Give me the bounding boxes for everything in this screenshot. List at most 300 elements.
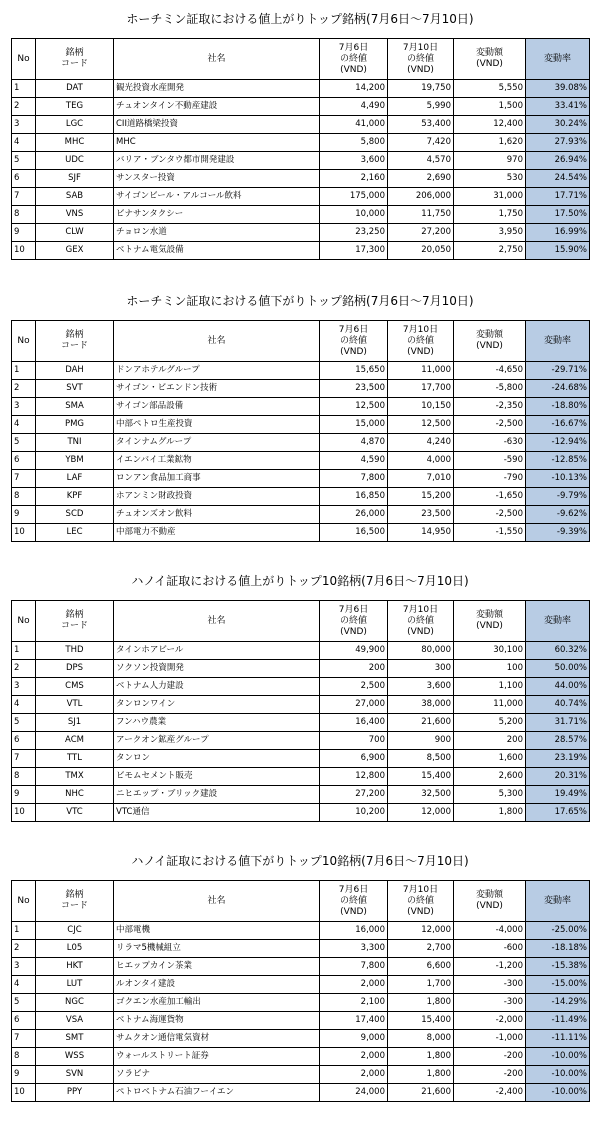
cell-open: 41,000 <box>320 116 388 134</box>
cell-no: 4 <box>12 416 36 434</box>
header-no-text: No <box>17 895 30 906</box>
cell-name: ベトナム電気設備 <box>114 242 320 260</box>
cell-close: 17,700 <box>388 380 454 398</box>
cell-open: 24,000 <box>320 1084 388 1102</box>
header-no <box>12 321 36 362</box>
cell-code: CJC <box>36 922 114 940</box>
cell-no: 10 <box>12 524 36 542</box>
cell-close: 6,600 <box>388 958 454 976</box>
header-company-name-text: 社名 <box>207 615 226 626</box>
header-code <box>36 881 114 922</box>
cell-open: 7,800 <box>320 958 388 976</box>
cell-pct: -12.94% <box>526 434 590 452</box>
cell-code: LGC <box>36 116 114 134</box>
cell-code: UDC <box>36 152 114 170</box>
cell-open: 2,000 <box>320 976 388 994</box>
table-row <box>12 732 590 750</box>
header-no <box>12 601 36 642</box>
header-row <box>12 601 590 642</box>
cell-code: THD <box>36 642 114 660</box>
cell-pct: 16.99% <box>526 224 590 242</box>
cell-no: 9 <box>12 506 36 524</box>
cell-pct: -10.13% <box>526 470 590 488</box>
header-open-price-text: 7月6日 <box>338 42 369 53</box>
cell-name: ウォールストリート証券 <box>114 1048 320 1066</box>
cell-no: 5 <box>12 994 36 1012</box>
header-change-rate-text: 変動率 <box>543 615 571 626</box>
header-open-price-text: 7月6日 <box>338 604 369 615</box>
table-row <box>12 470 590 488</box>
cell-open: 2,160 <box>320 170 388 188</box>
header-change-amount-text: 変動額 <box>475 610 503 620</box>
table-row <box>12 750 590 768</box>
cell-open: 2,100 <box>320 994 388 1012</box>
cell-close: 38,000 <box>388 696 454 714</box>
cell-pct: -15.00% <box>526 976 590 994</box>
cell-open: 9,000 <box>320 1030 388 1048</box>
cell-name: タインナムグループ <box>114 434 320 452</box>
cell-code: TMX <box>36 768 114 786</box>
cell-code: ACM <box>36 732 114 750</box>
cell-name: MHC <box>114 134 320 152</box>
header-change-rate-text: 変動率 <box>543 895 571 906</box>
cell-diff: 530 <box>454 170 526 188</box>
header-code-text: コード <box>60 901 88 911</box>
cell-pct: -12.85% <box>526 452 590 470</box>
cell-code: TNI <box>36 434 114 452</box>
header-close-price-text: (VND) <box>407 64 434 75</box>
cell-close: 12,500 <box>388 416 454 434</box>
cell-no: 7 <box>12 1030 36 1048</box>
cell-open: 10,000 <box>320 206 388 224</box>
cell-pct: 17.65% <box>526 804 590 822</box>
cell-code: DPS <box>36 660 114 678</box>
cell-close: 1,800 <box>388 1066 454 1084</box>
cell-diff: 5,550 <box>454 80 526 98</box>
cell-diff: -300 <box>454 994 526 1012</box>
table-row <box>12 416 590 434</box>
cell-open: 16,500 <box>320 524 388 542</box>
header-change-amount <box>454 601 526 642</box>
cell-name: サムクオン通信電気資材 <box>114 1030 320 1048</box>
header-company-name <box>114 39 320 80</box>
cell-open: 49,900 <box>320 642 388 660</box>
table-row <box>12 98 590 116</box>
cell-no: 6 <box>12 170 36 188</box>
header-company-name <box>114 601 320 642</box>
cell-pct: 26.94% <box>526 152 590 170</box>
header-open-price-text: (VND) <box>340 626 367 637</box>
cell-open: 16,000 <box>320 922 388 940</box>
cell-open: 4,590 <box>320 452 388 470</box>
cell-code: MHC <box>36 134 114 152</box>
cell-diff: 200 <box>454 732 526 750</box>
header-open-price-text: (VND) <box>340 906 367 917</box>
table-row <box>12 786 590 804</box>
cell-name: ベトナム人力建設 <box>114 678 320 696</box>
cell-pct: 17.71% <box>526 188 590 206</box>
table-row <box>12 976 590 994</box>
header-close-price <box>388 881 454 922</box>
cell-code: SMT <box>36 1030 114 1048</box>
header-close-price-text: 7月10日 <box>402 604 439 615</box>
table-row <box>12 434 590 452</box>
cell-close: 15,400 <box>388 768 454 786</box>
header-close-price-text: の終値 <box>406 53 434 64</box>
cell-close: 4,570 <box>388 152 454 170</box>
cell-diff: 12,400 <box>454 116 526 134</box>
cell-name: リラマ5機械組立 <box>114 940 320 958</box>
cell-diff: 2,750 <box>454 242 526 260</box>
cell-close: 21,600 <box>388 1084 454 1102</box>
cell-diff: 31,000 <box>454 188 526 206</box>
cell-close: 1,800 <box>388 1048 454 1066</box>
cell-close: 32,500 <box>388 786 454 804</box>
cell-close: 15,200 <box>388 488 454 506</box>
cell-diff: 1,800 <box>454 804 526 822</box>
cell-pct: -9.79% <box>526 488 590 506</box>
cell-pct: -16.67% <box>526 416 590 434</box>
table-row <box>12 116 590 134</box>
cell-close: 300 <box>388 660 454 678</box>
cell-diff: 5,300 <box>454 786 526 804</box>
cell-diff: -2,400 <box>454 1084 526 1102</box>
cell-close: 27,200 <box>388 224 454 242</box>
cell-no: 2 <box>12 940 36 958</box>
cell-open: 15,000 <box>320 416 388 434</box>
cell-code: DAT <box>36 80 114 98</box>
header-code-text: コード <box>60 621 88 631</box>
cell-pct: 15.90% <box>526 242 590 260</box>
cell-no: 8 <box>12 1048 36 1066</box>
cell-name: ホアンミン財政投資 <box>114 488 320 506</box>
cell-diff: -2,000 <box>454 1012 526 1030</box>
cell-no: 6 <box>12 1012 36 1030</box>
cell-open: 17,300 <box>320 242 388 260</box>
cell-no: 3 <box>12 398 36 416</box>
header-change-amount-text: 変動額 <box>475 48 503 58</box>
table-row <box>12 80 590 98</box>
header-code-text: 銘柄 <box>65 48 84 58</box>
cell-diff: 970 <box>454 152 526 170</box>
cell-close: 21,600 <box>388 714 454 732</box>
header-code-text: コード <box>60 341 88 351</box>
stock-table <box>11 320 590 542</box>
cell-close: 15,400 <box>388 1012 454 1030</box>
table-row <box>12 1012 590 1030</box>
cell-diff: 11,000 <box>454 696 526 714</box>
table-row <box>12 678 590 696</box>
header-change-amount-text: (VND) <box>476 621 503 631</box>
cell-no: 8 <box>12 768 36 786</box>
cell-diff: -2,350 <box>454 398 526 416</box>
cell-open: 12,800 <box>320 768 388 786</box>
cell-name: ベトナム海運貨物 <box>114 1012 320 1030</box>
cell-no: 4 <box>12 976 36 994</box>
cell-diff: -300 <box>454 976 526 994</box>
table-row <box>12 206 590 224</box>
stock-table <box>11 600 590 822</box>
cell-open: 200 <box>320 660 388 678</box>
cell-name: ソクソン投資開発 <box>114 660 320 678</box>
header-close-price-text: 7月10日 <box>402 42 439 53</box>
header-open-price-text: 7月6日 <box>338 884 369 895</box>
cell-close: 7,010 <box>388 470 454 488</box>
table-row <box>12 994 590 1012</box>
cell-pct: 44.00% <box>526 678 590 696</box>
cell-code: DAH <box>36 362 114 380</box>
header-open-price <box>320 601 388 642</box>
cell-diff: -600 <box>454 940 526 958</box>
cell-name: 中部電力不動産 <box>114 524 320 542</box>
cell-diff: -1,650 <box>454 488 526 506</box>
cell-open: 16,850 <box>320 488 388 506</box>
cell-no: 2 <box>12 660 36 678</box>
cell-code: PPY <box>36 1084 114 1102</box>
header-close-price <box>388 601 454 642</box>
cell-name: CII道路橋梁投資 <box>114 116 320 134</box>
cell-no: 1 <box>12 80 36 98</box>
cell-diff: 2,600 <box>454 768 526 786</box>
cell-code: CLW <box>36 224 114 242</box>
header-change-amount-text: (VND) <box>476 901 503 911</box>
header-open-price <box>320 39 388 80</box>
cell-name: タンロンワイン <box>114 696 320 714</box>
cell-name: ニヒエップ・ブリック建設 <box>114 786 320 804</box>
table-row <box>12 524 590 542</box>
cell-code: LUT <box>36 976 114 994</box>
cell-code: HKT <box>36 958 114 976</box>
table-row <box>12 804 590 822</box>
cell-no: 8 <box>12 206 36 224</box>
cell-code: L05 <box>36 940 114 958</box>
header-no-text: No <box>17 615 30 626</box>
cell-code: NGC <box>36 994 114 1012</box>
header-close-price-text: 7月10日 <box>402 884 439 895</box>
cell-code: KPF <box>36 488 114 506</box>
cell-close: 19,750 <box>388 80 454 98</box>
cell-diff: 1,620 <box>454 134 526 152</box>
cell-open: 175,000 <box>320 188 388 206</box>
header-open-price <box>320 321 388 362</box>
table-row <box>12 642 590 660</box>
header-change-amount-text: 変動額 <box>475 890 503 900</box>
cell-code: SVN <box>36 1066 114 1084</box>
header-change-rate-text: 変動率 <box>543 53 571 64</box>
header-company-name-text: 社名 <box>207 895 226 906</box>
cell-name: サイゴン・ビエンドン技術 <box>114 380 320 398</box>
cell-code: TEG <box>36 98 114 116</box>
header-company-name-text: 社名 <box>207 53 226 64</box>
table-row <box>12 170 590 188</box>
cell-open: 7,800 <box>320 470 388 488</box>
header-close-price-text: 7月10日 <box>402 324 439 335</box>
cell-close: 4,000 <box>388 452 454 470</box>
cell-no: 9 <box>12 1066 36 1084</box>
cell-close: 11,750 <box>388 206 454 224</box>
cell-close: 7,420 <box>388 134 454 152</box>
cell-pct: 23.19% <box>526 750 590 768</box>
cell-name: ドンアホテルグループ <box>114 362 320 380</box>
header-close-price-text: (VND) <box>407 626 434 637</box>
table-row <box>12 188 590 206</box>
cell-name: チュオンタイン不動産建設 <box>114 98 320 116</box>
cell-diff: 1,750 <box>454 206 526 224</box>
cell-no: 7 <box>12 750 36 768</box>
table-title: ホーチミン証取における値下がりトップ銘柄(7月6日〜7月10日) <box>126 294 474 308</box>
cell-code: LAF <box>36 470 114 488</box>
cell-name: ルオンタイ建設 <box>114 976 320 994</box>
cell-diff: -200 <box>454 1066 526 1084</box>
cell-diff: 100 <box>454 660 526 678</box>
cell-close: 11,000 <box>388 362 454 380</box>
cell-open: 4,870 <box>320 434 388 452</box>
cell-name: チョロン水道 <box>114 224 320 242</box>
cell-no: 3 <box>12 116 36 134</box>
header-change-rate <box>526 881 590 922</box>
cell-pct: 19.49% <box>526 786 590 804</box>
header-change-amount <box>454 39 526 80</box>
cell-close: 12,000 <box>388 922 454 940</box>
table-row <box>12 242 590 260</box>
header-no-text: No <box>17 53 30 64</box>
cell-pct: 30.24% <box>526 116 590 134</box>
cell-diff: 30,100 <box>454 642 526 660</box>
cell-no: 7 <box>12 470 36 488</box>
cell-close: 8,500 <box>388 750 454 768</box>
header-code-text: 銘柄 <box>65 330 84 340</box>
cell-diff: -200 <box>454 1048 526 1066</box>
header-open-price-text: の終値 <box>339 895 367 906</box>
table-row <box>12 714 590 732</box>
cell-name: 中部ペトロ生産投資 <box>114 416 320 434</box>
header-close-price <box>388 39 454 80</box>
cell-pct: -25.00% <box>526 922 590 940</box>
cell-code: SJ1 <box>36 714 114 732</box>
header-company-name <box>114 881 320 922</box>
cell-close: 5,990 <box>388 98 454 116</box>
header-row <box>12 321 590 362</box>
cell-open: 2,000 <box>320 1048 388 1066</box>
cell-no: 5 <box>12 714 36 732</box>
cell-close: 80,000 <box>388 642 454 660</box>
header-row <box>12 881 590 922</box>
cell-pct: -15.38% <box>526 958 590 976</box>
cell-pct: 33.41% <box>526 98 590 116</box>
header-change-rate <box>526 601 590 642</box>
cell-diff: 5,200 <box>454 714 526 732</box>
cell-close: 900 <box>388 732 454 750</box>
cell-code: VTL <box>36 696 114 714</box>
cell-pct: -11.11% <box>526 1030 590 1048</box>
cell-pct: -10.00% <box>526 1048 590 1066</box>
cell-open: 5,800 <box>320 134 388 152</box>
header-code <box>36 321 114 362</box>
cell-diff: 1,600 <box>454 750 526 768</box>
cell-name: ビモムセメント販売 <box>114 768 320 786</box>
header-change-rate <box>526 321 590 362</box>
cell-name: VTC通信 <box>114 804 320 822</box>
cell-no: 5 <box>12 434 36 452</box>
cell-close: 3,600 <box>388 678 454 696</box>
cell-no: 1 <box>12 922 36 940</box>
table-row <box>12 398 590 416</box>
cell-close: 2,690 <box>388 170 454 188</box>
header-no-text: No <box>17 335 30 346</box>
cell-close: 20,050 <box>388 242 454 260</box>
cell-no: 6 <box>12 452 36 470</box>
cell-name: タンロン <box>114 750 320 768</box>
table-row <box>12 768 590 786</box>
cell-open: 4,490 <box>320 98 388 116</box>
cell-code: SJF <box>36 170 114 188</box>
header-open-price-text: の終値 <box>339 335 367 346</box>
cell-name: タインホアビール <box>114 642 320 660</box>
table-row <box>12 134 590 152</box>
cell-no: 3 <box>12 958 36 976</box>
cell-open: 17,400 <box>320 1012 388 1030</box>
table-row <box>12 224 590 242</box>
cell-no: 6 <box>12 732 36 750</box>
header-code-text: 銘柄 <box>65 610 84 620</box>
header-open-price-text: 7月6日 <box>338 324 369 335</box>
cell-diff: 1,500 <box>454 98 526 116</box>
cell-pct: 27.93% <box>526 134 590 152</box>
cell-open: 16,400 <box>320 714 388 732</box>
cell-open: 14,200 <box>320 80 388 98</box>
cell-name: ヒエップカイン茶業 <box>114 958 320 976</box>
cell-diff: -590 <box>454 452 526 470</box>
cell-diff: -1,000 <box>454 1030 526 1048</box>
table-row <box>12 488 590 506</box>
cell-name: ロンアン食品加工商事 <box>114 470 320 488</box>
header-change-amount-text: 変動額 <box>475 330 503 340</box>
table-title: ハノイ証取における値下がりトップ10銘柄(7月6日〜7月10日) <box>131 854 469 868</box>
table-row <box>12 152 590 170</box>
cell-no: 3 <box>12 678 36 696</box>
cell-pct: 31.71% <box>526 714 590 732</box>
cell-diff: -790 <box>454 470 526 488</box>
cell-name: ペトロベトナム石油フーイエン <box>114 1084 320 1102</box>
cell-open: 3,300 <box>320 940 388 958</box>
header-code <box>36 39 114 80</box>
cell-diff: -630 <box>454 434 526 452</box>
cell-open: 23,500 <box>320 380 388 398</box>
cell-open: 2,000 <box>320 1066 388 1084</box>
cell-pct: -29.71% <box>526 362 590 380</box>
table-title: ハノイ証取における値上がりトップ10銘柄(7月6日〜7月10日) <box>131 574 469 588</box>
cell-close: 1,800 <box>388 994 454 1012</box>
cell-pct: 28.57% <box>526 732 590 750</box>
cell-open: 23,250 <box>320 224 388 242</box>
cell-code: YBM <box>36 452 114 470</box>
cell-no: 8 <box>12 488 36 506</box>
cell-code: SAB <box>36 188 114 206</box>
cell-name: アークオン鉱産グループ <box>114 732 320 750</box>
table-row <box>12 940 590 958</box>
header-close-price-text: (VND) <box>407 346 434 357</box>
cell-code: WSS <box>36 1048 114 1066</box>
cell-pct: -10.00% <box>526 1066 590 1084</box>
cell-open: 3,600 <box>320 152 388 170</box>
cell-name: サンスター投資 <box>114 170 320 188</box>
cell-close: 8,000 <box>388 1030 454 1048</box>
cell-diff: -2,500 <box>454 506 526 524</box>
cell-no: 4 <box>12 134 36 152</box>
cell-diff: -1,200 <box>454 958 526 976</box>
cell-name: ビナサンタクシー <box>114 206 320 224</box>
table-row <box>12 506 590 524</box>
